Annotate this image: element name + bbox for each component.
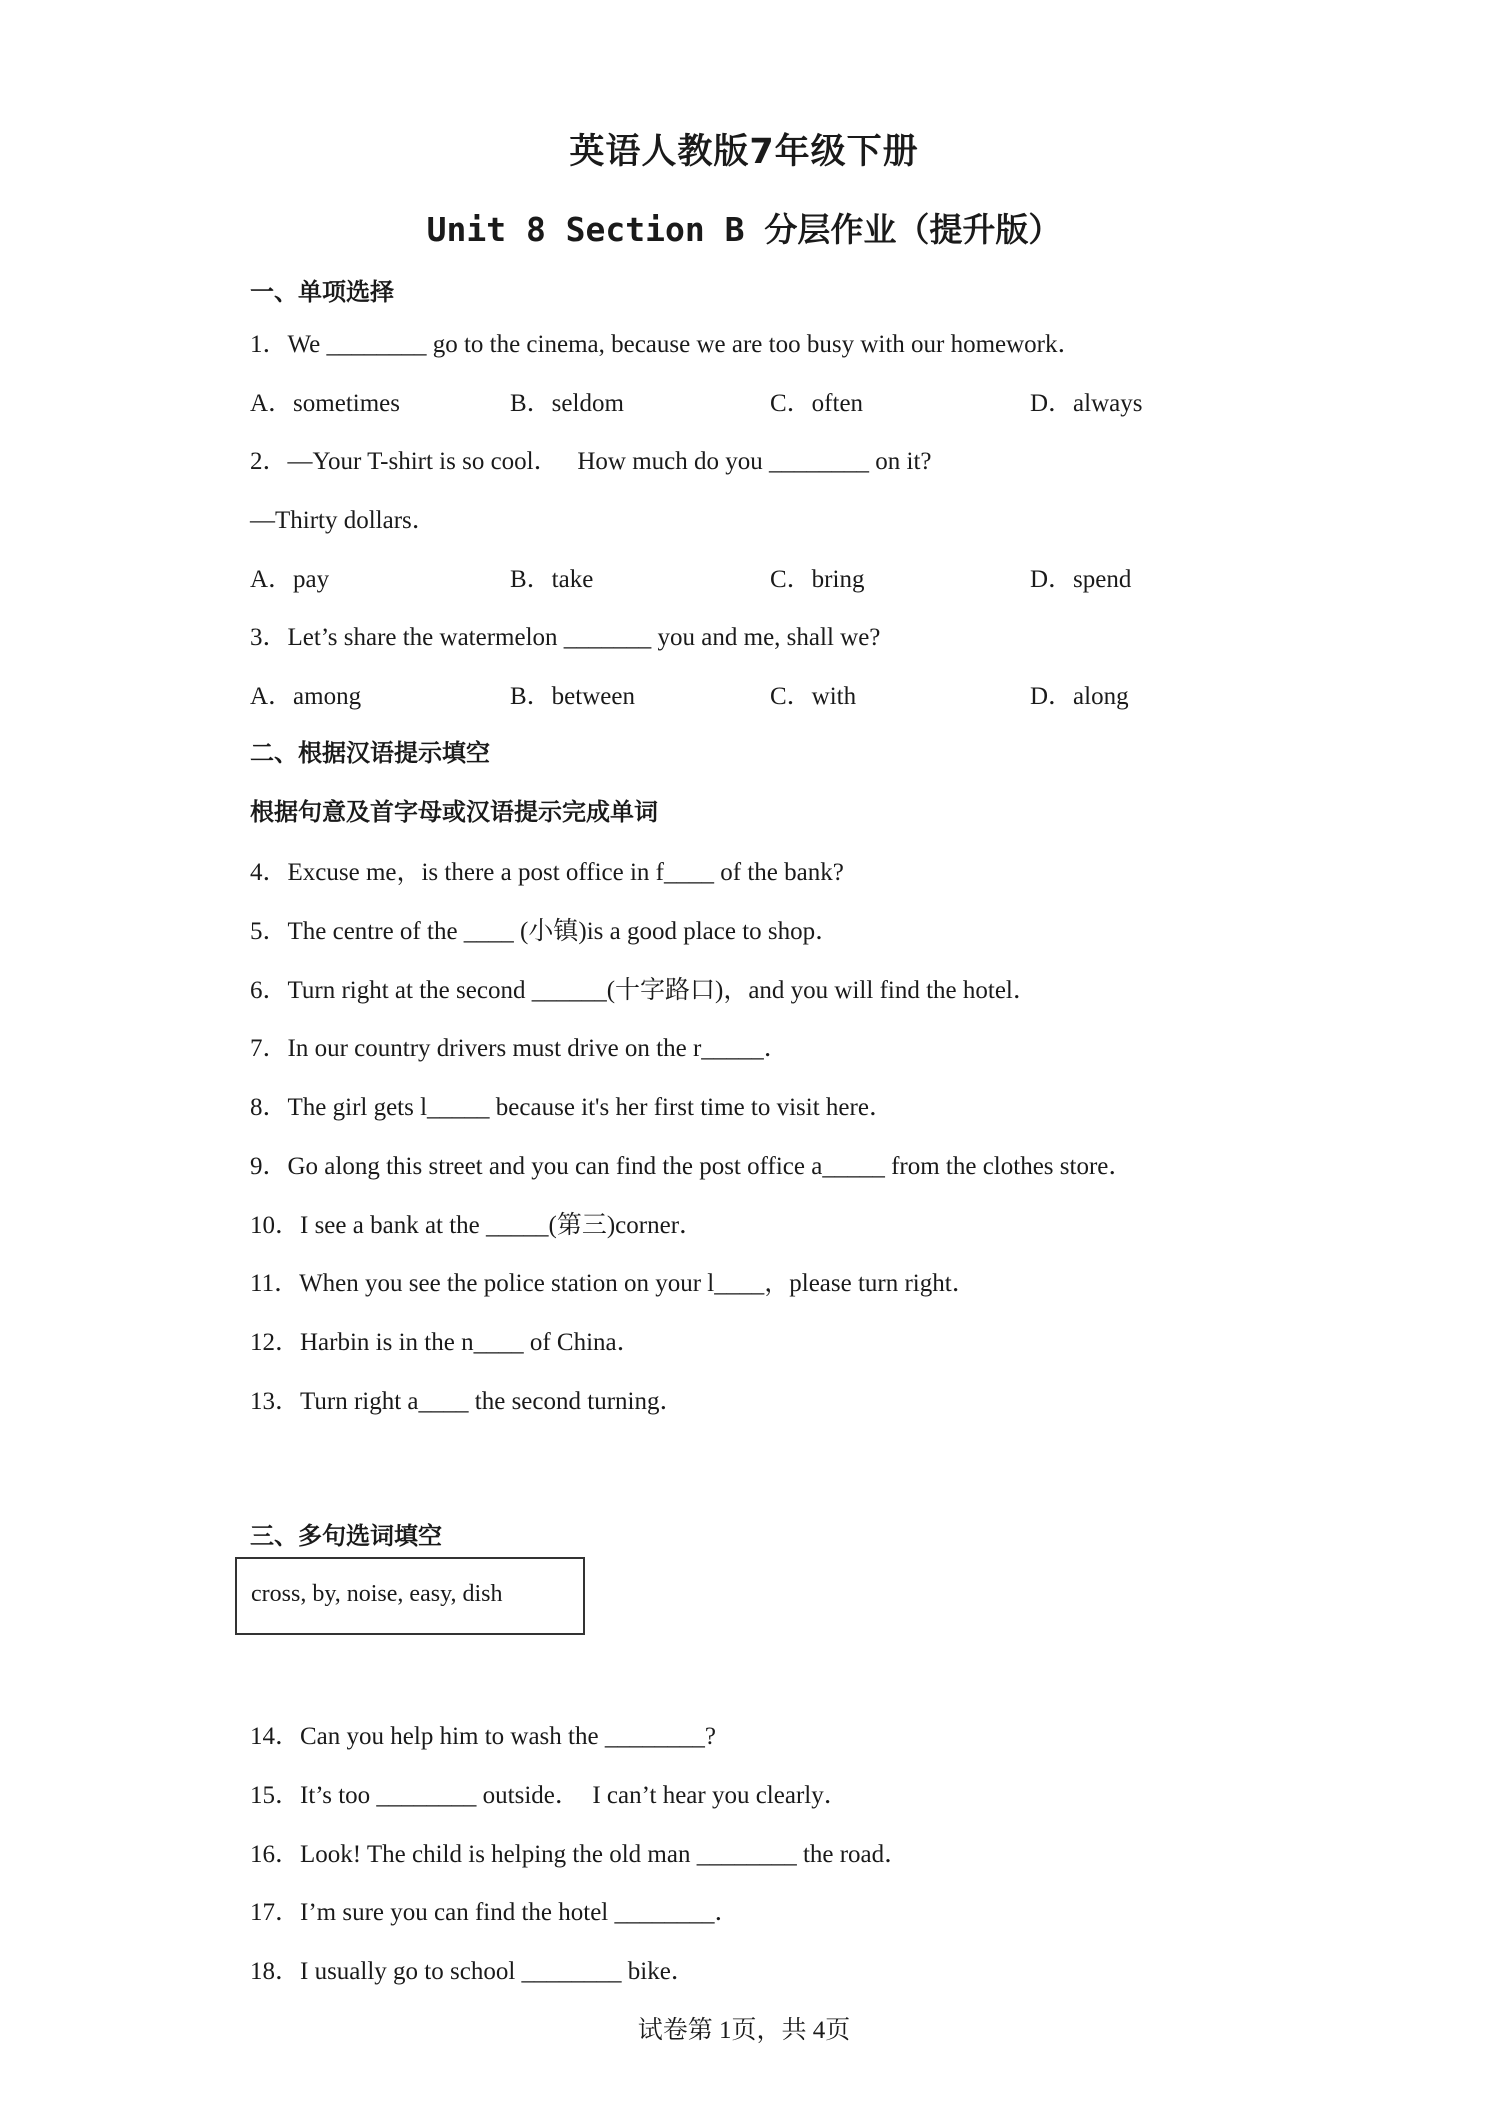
page-subtitle: Unit 8 Section B 分层作业（提升版） (426, 210, 1062, 249)
section-heading-single-choice: 一、单项选择 (250, 278, 394, 306)
question-16: 16．Look! The child is helping the old man ________ the road． (250, 1841, 910, 1868)
option-a: A．pay (250, 566, 330, 593)
question-14: 14．Can you help him to wash the ________? (250, 1723, 716, 1750)
question-10: 10．I see a bank at the _____(第三)corner． (250, 1212, 705, 1239)
question-7: 7．In our country drivers must drive on the r_____． (250, 1035, 789, 1062)
option-d: D．always (1030, 390, 1143, 417)
section-heading-fill-hints: 二、根据汉语提示填空 (250, 739, 490, 767)
question-2-reply: —Thirty dollars． (250, 507, 437, 534)
option-b: B．seldom (510, 390, 624, 417)
section-heading-word-bank: 三、多句选词填空 (250, 1522, 442, 1550)
page-title: 英语人教版7年级下册 (569, 132, 919, 172)
question-4: 4．Excuse me，is there a post office in f____ of the bank? (250, 859, 844, 886)
question-3-options (250, 676, 1350, 710)
word-bank-words: cross, by, noise, easy, dish (251, 1581, 503, 1607)
question-2-options (250, 559, 1350, 593)
option-c: C．with (770, 683, 857, 710)
question-9: 9．Go along this street and you can find the post office a_____ from the clothes store． (250, 1153, 1134, 1180)
option-b: B．between (510, 683, 635, 710)
question-12: 12．Harbin is in the n____ of China． (250, 1329, 642, 1356)
option-b: B．take (510, 566, 594, 593)
word-bank-box (235, 1557, 585, 1635)
question-15: 15．It’s too ________ outside． I can’t hear you clearly． (250, 1782, 849, 1809)
option-c: C．often (770, 390, 864, 417)
option-a: A．sometimes (250, 390, 400, 417)
question-17: 17．I’m sure you can find the hotel ________． (250, 1899, 740, 1926)
option-d: D．spend (1030, 566, 1132, 593)
question-18: 18．I usually go to school ________ bike． (250, 1958, 696, 1985)
option-d: D．along (1030, 683, 1129, 710)
question-5: 5．The centre of the ____ (小镇)is a good place to shop． (250, 918, 841, 945)
question-2: 2．—Your T-shirt is so cool． How much do you ________ on it? (250, 448, 932, 475)
question-13: 13．Turn right a____ the second turning． (250, 1388, 685, 1415)
question-1-options (250, 383, 1350, 417)
option-a: A．among (250, 683, 362, 710)
question-3: 3．Let’s share the watermelon _______ you and me, shall we? (250, 624, 881, 651)
question-1: 1．We ________ go to the cinema, because we are too busy with our homework． (250, 331, 1083, 358)
question-8: 8．The girl gets l_____ because it's her first time to visit here． (250, 1094, 894, 1121)
option-c: C．bring (770, 566, 865, 593)
section-subheading: 根据句意及首字母或汉语提示完成单词 (250, 798, 658, 826)
page-footer: 试卷第 1页，共 4页 (637, 2017, 851, 2044)
question-11: 11．When you see the police station on your l____，please turn right． (250, 1270, 977, 1297)
question-6: 6．Turn right at the second ______(十字路口)，and you will find the hotel． (250, 977, 1038, 1004)
